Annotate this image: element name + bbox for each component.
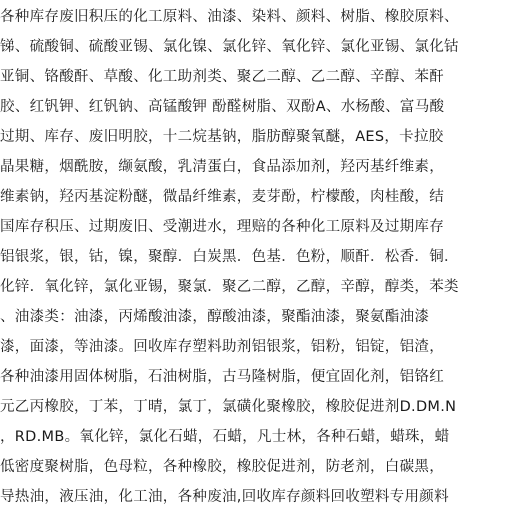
text-line: 胶、红钒钾、红钒钠、高锰酸钾 酚醛树脂、双酚A、水杨酸、富马酸	[0, 99, 445, 115]
text-line: 亚铜、铬酸酐、草酸、化工助剂类、聚乙二醇、乙二醇、辛醇、苯酐	[0, 69, 444, 85]
text-line: 、油漆类：油漆，丙烯酸油漆，醇酸油漆，聚酯油漆，聚氨酯油漆	[0, 309, 430, 325]
text-line: 元乙丙橡胶，丁苯，丁晴，氯丁，氯磺化聚橡胶，橡胶促进剂D.DM.N	[0, 399, 457, 415]
text-line: 过期、库存、废旧明胶，十二烷基钠，脂肪醇聚氧醚，AES，卡拉胶	[0, 129, 444, 145]
text-line: 国库存积压、过期废旧、受潮进水，理赔的各种化工原料及过期库存	[0, 219, 444, 235]
text-line: 铝银浆，银，钴，镍，聚醇．白炭黑．色基．色粉，顺酐．松香．铜．	[0, 249, 459, 265]
text-line: 化锌．氧化锌，氯化亚锡，聚氯．聚乙二醇，乙醇，辛醇，醇类，苯类	[0, 279, 459, 295]
text-line: 维素钠，羟丙基淀粉醚，微晶纤维素，麦芽酚，柠檬酸，肉桂酸，结	[0, 189, 444, 205]
text-line: 锑、硫酸铜、硫酸亚锡、氯化镍、氯化锌、氧化锌、氯化亚锡、氯化钴	[0, 39, 459, 55]
text-line: 漆，面漆，等油漆。回收库存塑料助剂铝银浆，铝粉，铝锭，铝渣，	[0, 339, 444, 355]
text-line: 导热油，液压油，化工油，各种废油,回收库存颜料回收塑料专用颜料	[0, 489, 449, 505]
text-line: 各种油漆用固体树脂，石油树脂，古马隆树脂，便宜固化剂，铝铬红	[0, 369, 444, 385]
text-line: 各种库存废旧积压的化工原料、油漆、染料、颜料、树脂、橡胶原料、	[0, 9, 459, 25]
text-line: 晶果糖，烟酰胺，缬氨酸，乳清蛋白，食品添加剂，羟丙基纤维素，	[0, 159, 444, 175]
text-line: 低密度聚树脂，色母粒，各种橡胶，橡胶促进剂，防老剂，白碳黑，	[0, 459, 444, 475]
text-line: ，RD.MB。氧化锌，氯化石蜡，石蜡，凡士林，各种石蜡，蜡珠，蜡	[0, 429, 450, 445]
